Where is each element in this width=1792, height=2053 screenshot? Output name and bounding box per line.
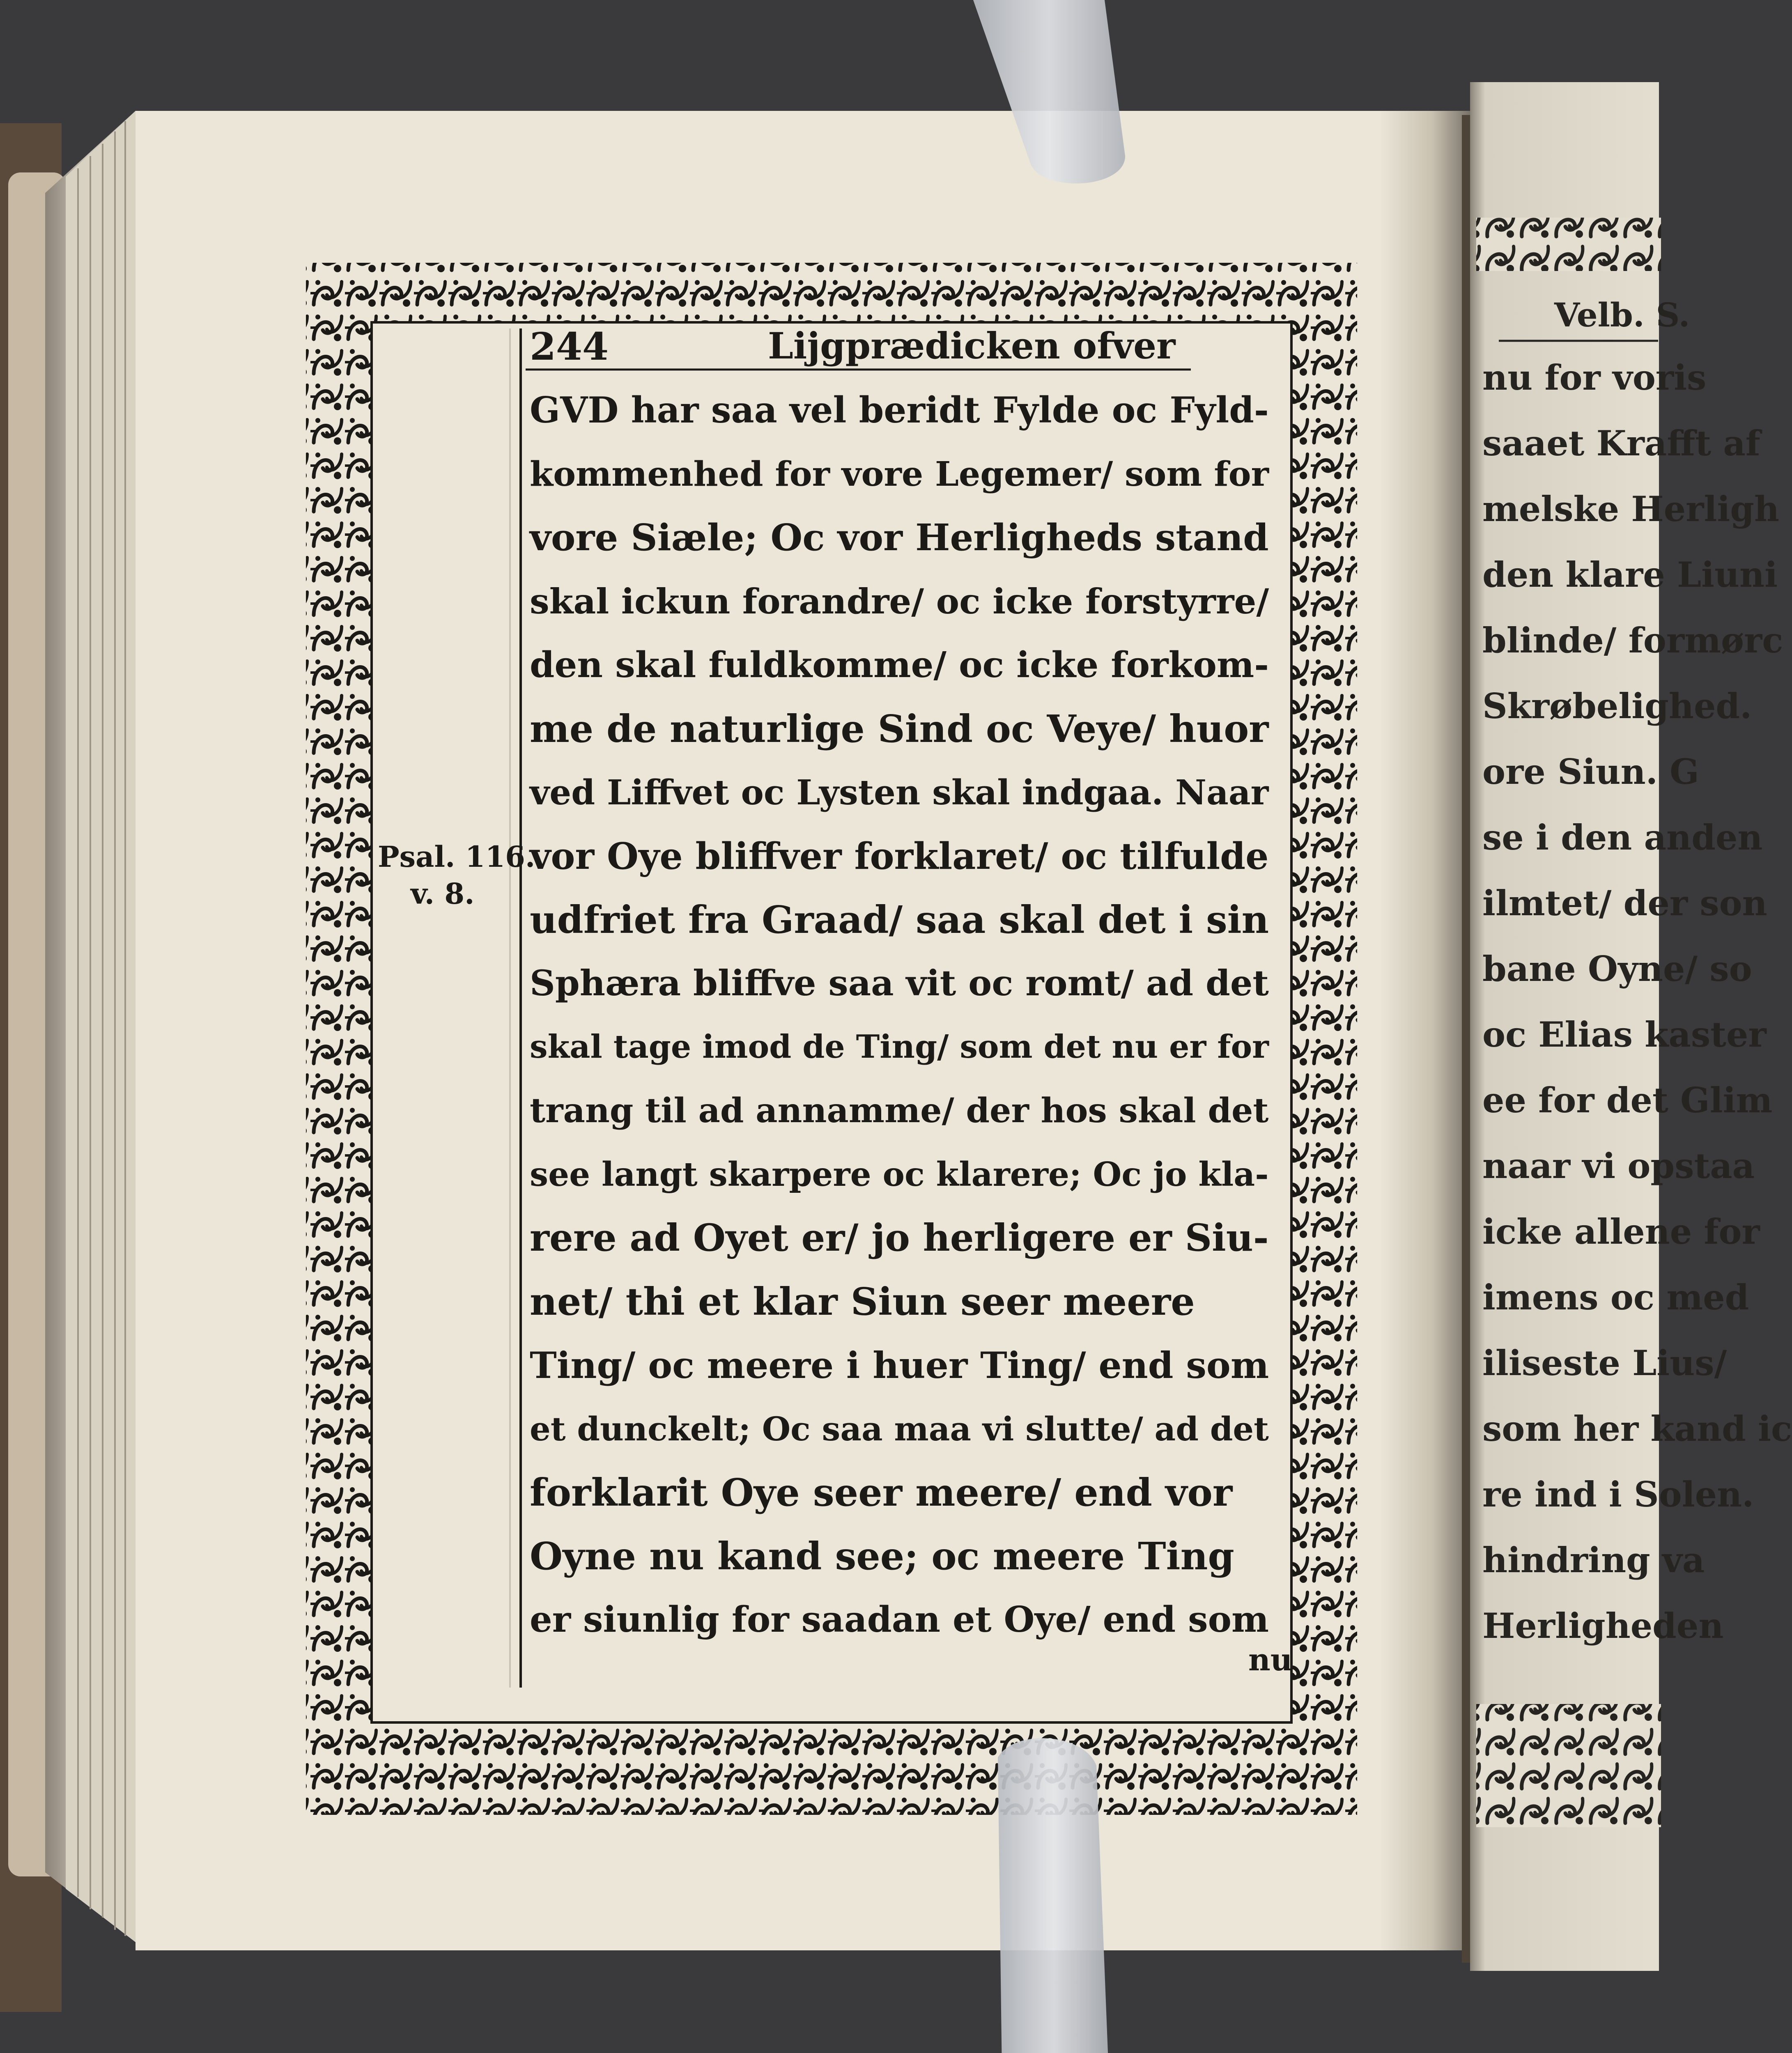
body-line-6: me de naturlige Sind oc Veye/ huor [530,707,1269,751]
body-line-17: et dunckelt; Oc saa maa vi slutte/ ad det [530,1410,1269,1448]
right-line-15: imens oc med [1482,1277,1749,1318]
right-running-head: Velb. S. [1554,296,1690,334]
right-line-5: blinde/ formørc [1482,620,1783,661]
body-line-11: skal tage imod de Ting/ som det nu er for [530,1028,1269,1066]
right-line-11: oc Elias kaster [1482,1014,1767,1055]
body-line-12: trang til ad annamme/ der hos skal det [530,1091,1269,1130]
right-line-10: bane Oyne/ so [1482,948,1752,989]
catchword: nu [1248,1642,1293,1678]
body-line-10: Sphæra bliffve saa vit oc romt/ ad det [530,963,1269,1004]
page-number: 244 [530,324,609,369]
right-line-18: re ind i Solen. [1482,1474,1754,1515]
body-line-14: rere ad Oyet er/ jo herligere er Siu- [530,1216,1269,1260]
body-line-8: vor Oye bliffver forklaret/ oc tilfulde [530,835,1269,877]
body-line-4: skal ickun forandre/ oc icke forstyrre/ [530,581,1269,622]
right-line-17: som her kand ic [1482,1408,1792,1449]
right-line-7: ore Siun. G [1482,751,1699,792]
right-line-14: icke allene for [1482,1211,1760,1252]
body-line-2: kommenhed for vore Legemer/ som for [530,455,1269,494]
right-line-8: se i den anden [1482,817,1763,858]
right-line-20: Herligheden [1482,1605,1724,1646]
body-line-3: vore Siæle; Oc vor Herligheds stand [530,516,1269,559]
body-line-1: GVD har saa vel beridt Fylde oc Fyld- [530,390,1269,431]
right-line-12: ee for det Glim [1482,1080,1773,1121]
body-line-5: den skal fuldkomme/ oc icke forkom- [530,644,1269,686]
right-line-2: saaet Krafft af [1482,423,1760,464]
body-line-20: er siunlig for saadan et Oye/ end som [530,1599,1269,1640]
body-line-7: ved Liffvet oc Lysten skal indgaa. Naar [530,772,1269,813]
right-line-1: nu for voris [1482,357,1707,398]
margin-note-verse: v. 8. [411,877,475,911]
body-line-15: net/ thi et klar Siun seer meere [530,1279,1195,1324]
right-line-6: Skrøbelighed. [1482,686,1752,726]
body-line-13: see langt skarpere oc klarere; Oc jo kla- [530,1155,1269,1194]
body-line-19: Oyne nu kand see; oc meere Ting [530,1534,1234,1578]
right-line-19: hindring va [1482,1540,1705,1580]
right-line-9: ilmtet/ der son [1482,883,1767,923]
body-line-18: forklarit Oye seer meere/ end vor [530,1470,1233,1515]
right-line-16: iliseste Lius/ [1482,1343,1727,1383]
body-line-9: udfriet fra Graad/ saa skal det i sin [530,898,1269,942]
margin-note-reference: Psal. 116. [378,840,535,874]
right-line-3: melske Herligh [1482,489,1780,529]
body-line-16: Ting/ oc meere i huer Ting/ end som [530,1344,1269,1387]
right-line-13: naar vi opstaa [1482,1146,1755,1186]
right-line-4: den klare Liuni [1482,554,1778,595]
running-head: Lijgprædicken ofver [768,324,1176,367]
